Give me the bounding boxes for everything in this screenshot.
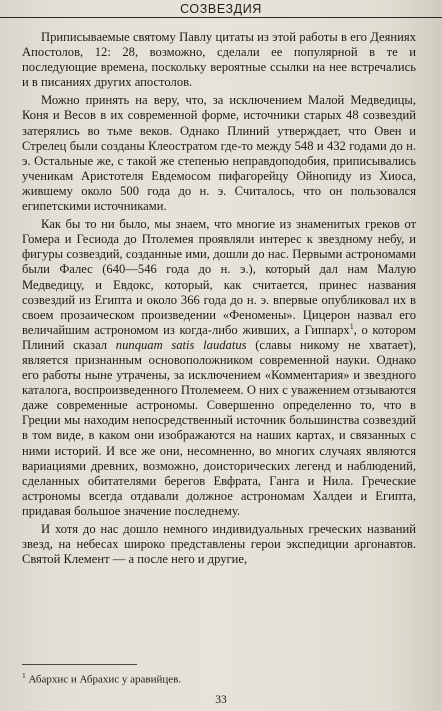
footnote-text: Абархис и Абрахис у аравийцев. — [28, 673, 182, 686]
footnote-divider — [22, 664, 137, 665]
footnote-marker: 1 — [22, 671, 26, 680]
paragraph-4: И хотя до нас дошло немного индивидуальных греческих названий звезд, на небесах широко представлены герои экспедиции аргонавтов. Святой Клемент — а после него и другие, — [22, 522, 416, 567]
body-text — [22, 30, 416, 570]
paragraph-3 — [22, 217, 416, 519]
paragraph-1: Приписываемые святому Павлу цитаты из этой работы в его Деяниях Апостолов, 12: 28, возможно, сделали ее популярной в те и последующие времена, поскольку вероятные ссылки на нее встречались и в писаниях других апостолов. — [22, 30, 416, 90]
paragraph-3-part-b: , о котором Плиний сказал — [22, 322, 416, 352]
page-number: 33 — [215, 694, 227, 706]
paragraph-3-part-c: (славы никому не хватает), является признанным основоположником современной науки. Однако его работы ныне утрачены, за исключением «Комментария» и звездного каталога, воспроизведенного Птолемеем. О них с уважением отзываются даже современные астрономы. Совершенно определенно то, что в Греции мы находим непосредственный источник большинства созвездий в том виде, в каком они изображаются на наших картах, и связанных с ними историй. И все же они, несомненно, во многих случаях являются вариациями древних, возможно, доисторических легенд и наблюдений, сделанных обитателями берегов Евфрата, Ганга и Нила. Греческие астрономы всегда отдавали должное астрономам Халдеи и Египта, придавая большое значение последнему. — [22, 337, 417, 518]
running-header — [0, 0, 442, 18]
latin-quote: nunquam satis laudatus — [115, 337, 247, 352]
running-header-title: СОЗВЕЗДИЯ — [180, 2, 262, 16]
paragraph-3-part-a: Как бы то ни было, мы знаем, что многие из знаменитых греков от Гомера и Гесиода до Птолемея проявляли интерес к звездному небу, и фигуры созвездий, созданные ими, дошли до нас. Первыми астрономами были Фалес (640—546 года до н. э.), который дал нам Малую Медведицу, и Евдокс, который, как считается, принес названия созвездий из Египта и около 366 года до н. э. впервые опубликовал их в своем прозаическом произведении «Феномены». Цицерон назвал его величайшим астрономом из когда-либо живших, а Гиппарх — [22, 217, 416, 337]
paragraph-2: Можно принять на веру, что, за исключением Малой Медведицы, Коня и Весов в их современной форме, источники старых 48 созвездий затерялись во тьме веков. Однако Плиний утверждает, что Овен и Стрелец были созданы Клеостратом где-то между 548 и 432 годами до н. э. Остальные же, с такой же степенью неправдоподобия, приписывались ученикам Аристотеля Евдемосом пифагорейцу Ойнопиду из Хиоса, жившему около 500 года до н. э. Считалось, что он пользовался египетскими источниками. — [22, 93, 416, 214]
footnote-reference: 1 — [349, 321, 354, 331]
footnote — [22, 669, 416, 687]
